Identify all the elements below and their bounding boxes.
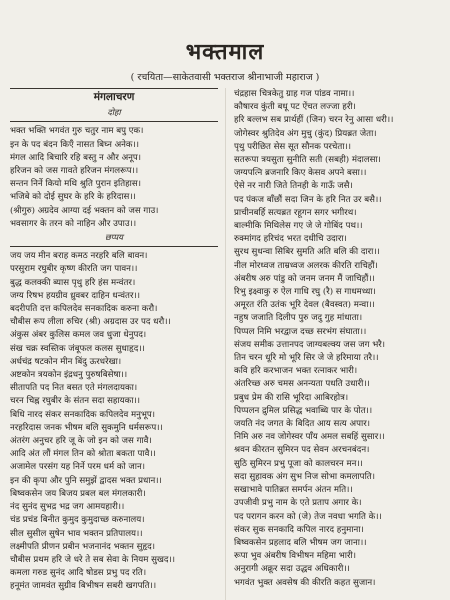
- verse-line: भक्त भक्ति भगवंत गुरु चतुर नाम बपु एक।: [10, 126, 144, 137]
- verse-line: संख चक्र स्वस्तिक जंबूफल कलस सुधाहृद।।: [10, 343, 145, 354]
- verse-line: सदा सुहावक अंग सुभ निज सोभा कमलापति।: [234, 471, 375, 482]
- verse-line: सुठि सुमिरन प्रभु पूजा को कालचरन मन।।: [234, 458, 363, 469]
- verse-line: अंतरिच्छ अरु चमस अनन्यता पधति उधारी।।: [234, 379, 370, 390]
- verse-line: रूपा भुव अंबरीष विभीषन महिमा भारी।: [234, 551, 357, 562]
- verse-line: पृथु परीछित सेस सूत सौनक परचेता।।: [234, 141, 352, 152]
- verse-line: प्राचीनबर्हि सत्यब्रत रहूगन सगर भगीरथ।: [234, 207, 357, 218]
- verse-line: कमला गरुड सुनंद आदि षोडस प्रभु पद रति।: [10, 568, 147, 579]
- verse-line: सन्तन निर्ने कियो मथि श्रुति पुरान इतिहास।: [10, 179, 141, 190]
- verse-line: नील मोरध्वज ताम्रध्वज अलरक कीरति राचिहौं।: [234, 260, 378, 271]
- verse-line: पद पंकज बाँछौं सदा जिन के हरि नित उर बसै।।: [234, 194, 382, 205]
- doha-verses: [10, 125, 218, 231]
- verse-line: (श्रीगुरु) अग्रदेव आग्या दई भक्तन को जस गाउ।: [10, 205, 159, 216]
- chhappay-label: छप्पय: [104, 232, 124, 243]
- doha-label: दोहा: [107, 107, 121, 118]
- verse-line: अमूरत रंति उतंक भूरि देवल (बैवस्वत) मन्वा।।: [234, 300, 375, 311]
- verse-line: सुरथ सुधन्वा सिबिर सुमति अति बलि की दारा।।: [234, 247, 380, 258]
- divider-rule: [10, 121, 218, 122]
- verse-line: चंद्रहास चित्रकेतु ग्राह गज पांडव नामा।।: [234, 89, 355, 99]
- verse-line: रुक्मांगद हरिचंद भरत दधीचि उदारा।: [234, 234, 347, 245]
- verse-line: सखाभावे पातिब्रत समर्पन अंतन मति।।: [234, 485, 353, 496]
- verse-line: भजिबे को दोई सुघर के हरि के हरिदास।।: [10, 192, 136, 203]
- verse-line: रिभु इक्ष्वाकु रु ऐल गाधि रघु (रै) स गाधमध्धा।: [234, 287, 376, 298]
- verse-line: अनुरागी अक्रूर सदा उद्धव अधिकारी।।: [234, 564, 350, 575]
- verse-line: चौबीस प्रथम हरि जे धरे ते सब सेवा के नियम सुखद।।: [10, 554, 176, 565]
- verse-line: चरन चिह्न रघुबीर के संतन सदा सहायका।।: [10, 396, 141, 407]
- chhappay-verses: [10, 250, 218, 593]
- author-subtitle: ( रचयिता—साकेतवासी भक्तराज श्रीनाभाजी महाराज ): [130, 72, 320, 83]
- verse-line: चौबीस रूप लीला रुचिर (श्री) अग्रदास उर पद धरौ।।: [10, 317, 171, 328]
- left-column: [10, 88, 218, 594]
- section-header: [10, 88, 218, 104]
- verse-line: हनूमंत जामवंत सुग्रीव बिभीषन सबरी खगपति।।: [10, 581, 157, 592]
- page-title: भक्तमाल: [185, 39, 265, 65]
- verse-line: अंकुस अंबर कुलिस कमल जव धुजा धेनुपद।: [10, 330, 147, 341]
- verse-line: अर्धचंद्र षटकोन मीन बिंदु ऊरधरेखा।: [10, 356, 122, 367]
- verse-line: पद परागन करन को (जे) तेज नवधा भगति के।।: [234, 511, 382, 522]
- verse-line: बाल्मीकि मिथिलेस गए जे जे गोबिंद पथ।।: [234, 221, 363, 232]
- section-heading: मंगलाचरण: [93, 91, 135, 103]
- verse-line: जग्यपत्नि ब्रजनारि किए केसव अपने बसा।।: [234, 168, 367, 179]
- verse-line: ऐसे नर नारी जिते तिनही के गाऊँ जसै।: [234, 181, 353, 192]
- verse-line: श्रवन कीरतन सुमिरन पद सेवन अरचनबंदन।: [234, 445, 370, 456]
- column-divider: [225, 88, 226, 600]
- verse-line: अजामेल परसंग यह निर्ने परम धर्म को जान।: [10, 462, 146, 473]
- verse-line: नहुष जजाति दिलीप पुरु जदु गुह मांधाता।: [234, 313, 363, 324]
- verse-line: बिधि नारद संकर सनकादिक कपिलदेव मनुभूप।: [10, 409, 156, 420]
- divider-rule: [10, 246, 218, 247]
- verse-line: नंद सुनंद सुभद्र भद्र जग आमयहारी।।: [10, 502, 125, 513]
- verse-line: सील सुसील सुषेन भाव भक्तन प्रतिपालय।।: [10, 528, 143, 539]
- verse-line: जय जय मीन बराह कमठ नरहरि बलि बावन।: [10, 251, 148, 262]
- verse-line: परसुराम रघुबीर कृष्ण कीरति जग पावन।।: [10, 264, 138, 275]
- verse-line: संजय समीक उत्तानपद जाग्यबल्क्य जस जग भरै।: [234, 339, 386, 350]
- verse-line: कवि हरि करभाजन भक्त रत्नाकर भारी।: [234, 366, 358, 377]
- verse-line: अष्टकोन त्रयकोन इंद्रधनु पुरुषबिसेषा।।: [10, 370, 128, 381]
- verse-line: हरिजन को जस गावते हरिजन मंगलरूप।।: [10, 166, 139, 177]
- verse-line: बुद्ध कलक्की ब्यास पृथु हरि हंस मन्वंतर।: [10, 277, 136, 288]
- right-column: [234, 88, 442, 590]
- verse-line: इन के पद बंदन किएँ नासत बिघ्न अनेक।।: [10, 139, 140, 150]
- verse-line: उपजीवी प्रभु नाम के एते प्रताप अगार के।: [234, 498, 362, 509]
- verse-line: पिप्पलन द्रुमिल प्रसिद्ध भवाब्धि पार के पोत।।: [234, 405, 373, 416]
- verse-line: मंगल आदि बिचारि रहि बस्तु न और अनूप।: [10, 152, 142, 163]
- verse-line: आदि अंत लौं मंगल तिन को श्रोता बकता पावै।।: [10, 449, 156, 460]
- verse-line: सतरूपा त्रयसुता सुनीति सती (सबही) मंदालसा।: [234, 155, 381, 166]
- verse-line: भगवंत भुक्त अवसेष की कीरति कहत सुजान।: [234, 577, 376, 588]
- verse-line: बिष्वकसेन प्रहलाद बलि भीषम जग जाना।।: [234, 537, 367, 548]
- verse-line: चंड प्रचंड बिनीत कुमुद कुमुदाच्छ करुनालय।: [10, 515, 145, 526]
- verse-line: इन की कृपा और पुनि समुझें द्वादस भक्त प्रधान।।: [10, 475, 162, 486]
- verse-line: तिन चरन धूरि मो भूरि सिर जे जे हरिमाया तरै।।: [234, 353, 379, 364]
- verse-line: कौषारव कुंती बधू पट ऐंचत लज्जा हरी।: [234, 102, 356, 113]
- verse-line: प्रबुध प्रेम की रासि भूरिदा आबिरहोत्र।: [234, 392, 349, 403]
- verse-line: जग्य रिषभ हयग्रीव ध्रुवबर दाहिन धन्वंतर।।: [10, 290, 140, 301]
- verse-line: संकर सुक सनकादि कपिल नारद हनुमाना।: [234, 524, 364, 535]
- verse-line: भवसागर के तरन को नाहिन और उपाउ।।: [10, 218, 137, 229]
- verse-line: बिष्वकसेन जय बिजय प्रबल बल मंगलकारी।: [10, 488, 146, 499]
- verse-line: लक्ष्मीपति प्रीणन प्रबीन भजनानंद भक्तन सुहृद।: [10, 541, 155, 552]
- verse-line: सीतापति पद नित बसत एते मंगलदायका।: [10, 383, 138, 394]
- verse-line: अंबरीष अरु पांडु को जनम जनम मैं जाचिहौं।।: [234, 273, 375, 284]
- verse-line: बदरीपति दत्त कपिलदेव सनकादिक करुना करौ।: [10, 304, 158, 315]
- verse-line: पिप्पल निमि भरद्वाज दच्छ सरभंग संघाता।।: [234, 326, 367, 337]
- verse-line: अंतरंग अनुचर हरि जू के जो इन को जस गावै।: [10, 436, 152, 447]
- verse-line: हरि बल्लभ सब प्रार्थहीं (जिन) चरन रेनु आसा धरी।।: [234, 115, 394, 126]
- verse-line: निमि अरु नव जोगेस्वर पाँय अमल सबहिं सुसार।।: [234, 432, 385, 443]
- verse-line: जोगेस्वर श्रुतिदेव अंग मुचु (कुंद) प्रियब्रत जेता।: [234, 128, 377, 139]
- verse-line: जयति नंद जगत के बिदित आय सत्य अपार।: [234, 419, 370, 430]
- right-verses: [234, 88, 442, 590]
- verse-line: नरहरिदास जनक भीषम बलि सुकमुनि धर्मसरूप।।: [10, 422, 163, 433]
